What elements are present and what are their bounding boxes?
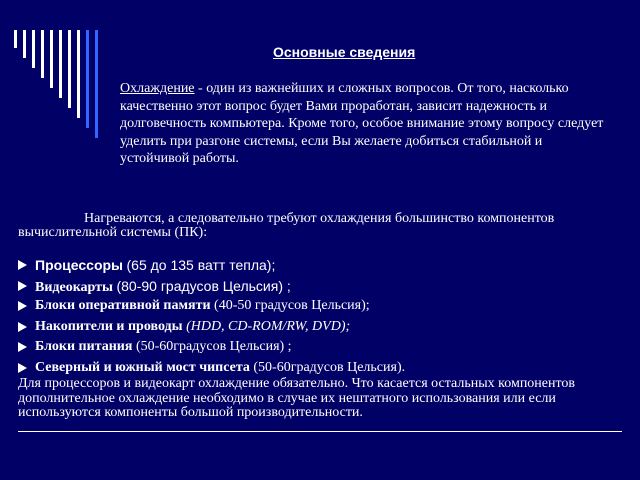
heating-paragraph — [18, 212, 618, 240]
bar-9 — [86, 30, 89, 128]
bar-8 — [77, 30, 80, 118]
item-detail: (65 до 135 ватт тепла); — [126, 257, 276, 273]
list-item — [18, 337, 618, 358]
intro-link[interactable]: Охлаждение — [120, 81, 195, 96]
item-detail: (50-60градусов Цельсия). — [253, 359, 406, 375]
component-list — [18, 255, 618, 378]
list-item — [18, 358, 618, 379]
arrow-bullet-icon — [18, 301, 27, 311]
item-name: Накопители и проводы — [35, 318, 183, 334]
arrow-bullet-icon — [18, 260, 27, 270]
arrow-bullet-icon — [18, 363, 27, 373]
item-detail: (80-90 градусов Цельсия) ; — [116, 277, 291, 294]
list-item — [18, 255, 618, 276]
arrow-bullet-icon — [18, 281, 27, 291]
bar-1 — [14, 30, 17, 48]
item-name: Северный и южный мост чипсета — [35, 359, 250, 375]
bar-3 — [32, 30, 35, 68]
bar-10 — [95, 30, 98, 138]
bar-6 — [59, 30, 62, 98]
list-item — [18, 317, 618, 338]
item-name: Блоки питания — [35, 339, 133, 354]
list-item — [18, 296, 618, 317]
item-detail: (40-50 градусов Цельсия); — [214, 298, 370, 313]
heating-text: Нагреваются, а следовательно требуют охлаждения большинство компонентов вычислительной системы (ПК): — [18, 211, 555, 240]
intro-text: - один из важнейших и сложных вопросов. От того, насколько качественно этот вопрос будет Вами проработан, зависит надежность и долговечность компьютера. Кроме того, особое внимание этому вопросу следует уделить при разгоне системы, если Вы желаете добиться стабильной и устойчивой работы. — [120, 81, 604, 167]
item-detail: (50-60градусов Цельсия) ; — [135, 339, 292, 354]
bar-5 — [50, 30, 53, 88]
item-name: Блоки оперативной памяти — [35, 298, 211, 313]
item-name: Видеокарты — [35, 279, 113, 295]
arrow-bullet-icon — [18, 342, 27, 352]
bar-2 — [23, 30, 26, 58]
arrow-bullet-icon — [18, 322, 27, 332]
intro-paragraph — [120, 80, 610, 168]
divider-line — [18, 431, 622, 432]
item-name: Процессоры — [35, 257, 124, 273]
list-item — [18, 276, 618, 297]
bar-7 — [68, 30, 71, 108]
item-detail: (HDD, CD-ROM/RW, DVD); — [186, 318, 351, 334]
page-title: Основные сведения — [273, 44, 416, 60]
bar-4 — [41, 30, 44, 78]
conclusion-paragraph: Для процессоров и видеокарт охлаждение обязательно. Что касается остальных компонентов дополнительное охлаждение необходимо в случае их нештатного использования или если используются компоненты большой производительности. — [18, 376, 576, 420]
